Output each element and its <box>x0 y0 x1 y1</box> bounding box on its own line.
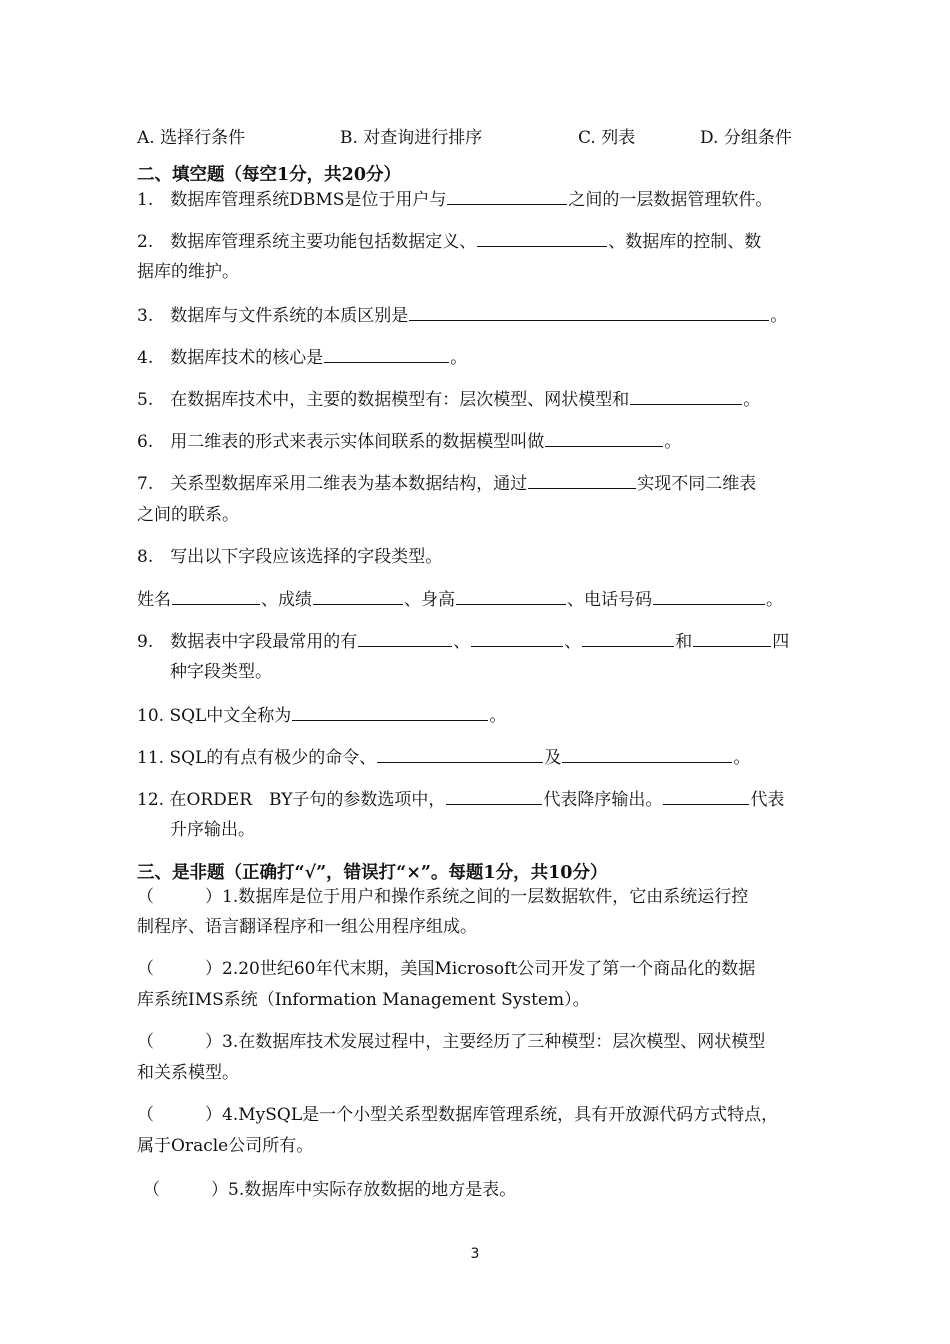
answer-blank[interactable] <box>477 230 607 247</box>
answer-blank[interactable] <box>545 430 663 447</box>
answer-blank[interactable] <box>456 588 566 605</box>
option-a: A. 选择行条件 <box>137 128 246 148</box>
fill-question-5: 5. 在数据库技术中，主要的数据模型有：层次模型、网状模型和 。 <box>137 390 761 410</box>
fill-question-12-cont: 升序输出。 <box>170 820 255 840</box>
tf-question-1-cont: 制程序、语言翻译程序和一组公用程序组成。 <box>137 917 477 937</box>
answer-blank[interactable] <box>663 788 749 805</box>
answer-blank[interactable] <box>446 788 542 805</box>
answer-blank[interactable] <box>377 746 543 763</box>
tf-question-2-cont: 库系统IMS系统（Information Management System）。 <box>137 990 590 1010</box>
tf-question-4: （ ）4.MySQL是一个小型关系型数据库管理系统，具有开放源代码方式特点， <box>137 1105 779 1125</box>
option-d: D. 分组条件 <box>700 128 792 148</box>
section3-heading: 三、是非题（正确打“√”，错误打“×”。每题1分，共10分） <box>137 863 608 883</box>
fill-question-2: 2. 数据库管理系统主要功能包括数据定义、 、数据库的控制、数 <box>137 232 762 252</box>
option-c: C. 列表 <box>578 128 636 148</box>
fill-question-8-fields: 姓名 、成绩 、身高 、电话号码 。 <box>137 590 783 610</box>
answer-blank[interactable] <box>582 630 674 647</box>
page-number: 3 <box>470 1246 480 1262</box>
fill-question-9: 9. 数据表中字段最常用的有 、 、 和 四 <box>137 632 790 652</box>
tf-question-3: （ ）3.在数据库技术发展过程中，主要经历了三种模型：层次模型、网状模型 <box>137 1032 766 1052</box>
fill-question-10: 10. SQL中文全称为 。 <box>137 706 507 726</box>
tf-question-1: （ ）1.数据库是位于用户和操作系统之间的一层数据软件，它由系统运行控 <box>137 887 749 907</box>
fill-question-2-cont: 据库的维护。 <box>137 262 239 282</box>
fill-question-12: 12. 在ORDER BY子句的参数选项中， 代表降序输出。 代表 <box>137 790 785 810</box>
fill-question-6: 6. 用二维表的形式来表示实体间联系的数据模型叫做 。 <box>137 432 682 452</box>
tf-question-3-cont: 和关系模型。 <box>137 1063 239 1083</box>
fill-question-8: 8. 写出以下字段应该选择的字段类型。 <box>137 547 443 567</box>
tf-question-4-cont: 属于Oracle公司所有。 <box>137 1136 314 1156</box>
answer-blank[interactable] <box>447 188 567 205</box>
fill-question-11: 11. SQL的有点有极少的命令、 及 。 <box>137 748 751 768</box>
answer-blank[interactable] <box>693 630 771 647</box>
answer-blank[interactable] <box>471 630 563 647</box>
answer-blank[interactable] <box>562 746 732 763</box>
option-b: B. 对查询进行排序 <box>340 128 483 148</box>
answer-blank[interactable] <box>324 346 449 363</box>
answer-blank[interactable] <box>653 588 765 605</box>
fill-question-1: 1. 数据库管理系统DBMS是位于用户与 之间的一层数据管理软件。 <box>137 190 773 210</box>
tf-question-2: （ ）2.20世纪60年代末期，美国Microsoft公司开发了第一个商品化的数据 <box>137 959 756 979</box>
answer-blank[interactable] <box>313 588 403 605</box>
answer-blank[interactable] <box>630 388 742 405</box>
fill-question-3: 3. 数据库与文件系统的本质区别是 。 <box>137 306 788 326</box>
fill-question-9-cont: 种字段类型。 <box>170 662 272 682</box>
fill-question-7-cont: 之间的联系。 <box>137 505 239 525</box>
tf-question-5: （ ）5.数据库中实际存放数据的地方是表。 <box>143 1180 517 1200</box>
section2-heading: 二、填空题（每空1分，共20分） <box>137 165 402 185</box>
answer-blank[interactable] <box>172 588 260 605</box>
answer-blank[interactable] <box>358 630 452 647</box>
fill-question-4: 4. 数据库技术的核心是 。 <box>137 348 468 368</box>
answer-blank[interactable] <box>409 304 769 321</box>
fill-question-7: 7. 关系型数据库采用二维表为基本数据结构，通过 实现不同二维表 <box>137 474 757 494</box>
answer-blank[interactable] <box>292 704 488 721</box>
answer-blank[interactable] <box>528 472 636 489</box>
